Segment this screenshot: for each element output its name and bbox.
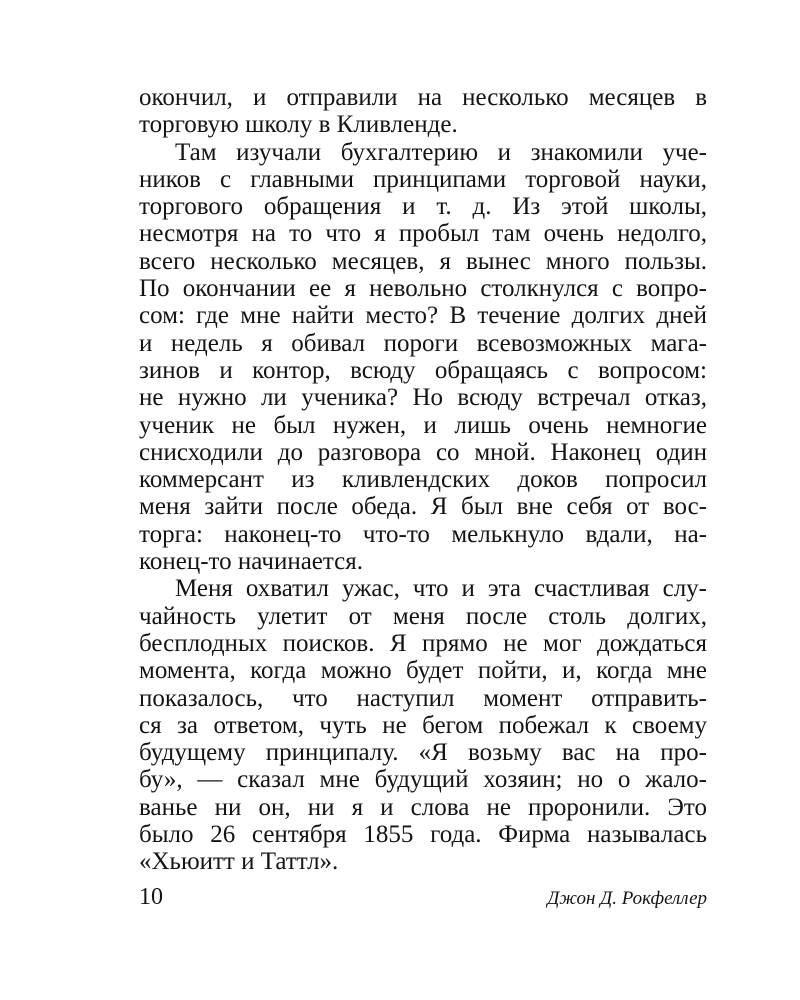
text-line: ученик не был нужен, и лишь очень немногие [139, 411, 707, 439]
text-line: коммерсант из кливлендских доков попросил [139, 466, 707, 494]
text-line: По окончании ее я невольно столкнулся с вопро- [139, 275, 707, 303]
text-line: несмотря на то что я пробыл там очень недолго, [139, 220, 707, 248]
text-line: всего несколько месяцев, я вынес много пользы. [139, 247, 707, 275]
text-line: зинов и контор, всюду обращаясь с вопросом: [139, 356, 707, 384]
text-line: ванье ни он, ни я и слова не проронили. Это [139, 793, 707, 821]
text-line: конец-то начинается. [139, 548, 363, 576]
page-number: 10 [139, 884, 163, 910]
page-footer [139, 884, 707, 914]
text-line: было 26 сентября 1855 года. Фирма называлась [139, 821, 707, 849]
text-line: торгового обращения и т. д. Из этой школы, [139, 193, 707, 221]
running-head: Джон Д. Рокфеллер [547, 888, 707, 909]
body-text [139, 84, 707, 876]
text-line: Меня охватил ужас, что и эта счастливая слу- [175, 575, 707, 603]
text-line: окончил, и отправили на несколько месяцев в [139, 84, 707, 111]
text-line: бу», — сказал мне будущий хозяин; но о жало- [139, 766, 707, 794]
text-line: и недель я обивал пороги всевозможных мага- [139, 329, 707, 357]
text-line: ников с главными принципами торговой науки, [139, 165, 707, 193]
text-line: снисходили до разговора со мной. Наконец один [139, 438, 707, 466]
text-line: момента, когда можно будет пойти, и, когда мне [139, 657, 707, 685]
text-line: торга: наконец-то что-то мелькнуло вдали, на- [139, 520, 707, 548]
text-line: не нужно ли ученика? Но всюду встречал отказ, [139, 384, 707, 412]
text-line: чайность улетит от меня после столь долгих, [139, 602, 707, 630]
text-line: ся за ответом, чуть не бегом побежал к своему [139, 711, 707, 739]
text-line: «Хьюитт и Таттл». [139, 848, 339, 876]
text-line: будущему принципалу. «Я возьму вас на про- [139, 739, 707, 767]
text-line: показалось, что наступил момент отправить- [139, 684, 707, 712]
text-line: Там изучали бухгалтерию и знакомили уче- [175, 138, 707, 166]
text-line: бесплодных поисков. Я прямо не мог дождаться [139, 629, 707, 657]
text-line: торговую школу в Кливленде. [139, 111, 458, 139]
text-line: сом: где мне найти место? В течение долгих дней [139, 302, 707, 330]
text-line: меня зайти после обеда. Я был вне себя от вос- [139, 493, 707, 521]
